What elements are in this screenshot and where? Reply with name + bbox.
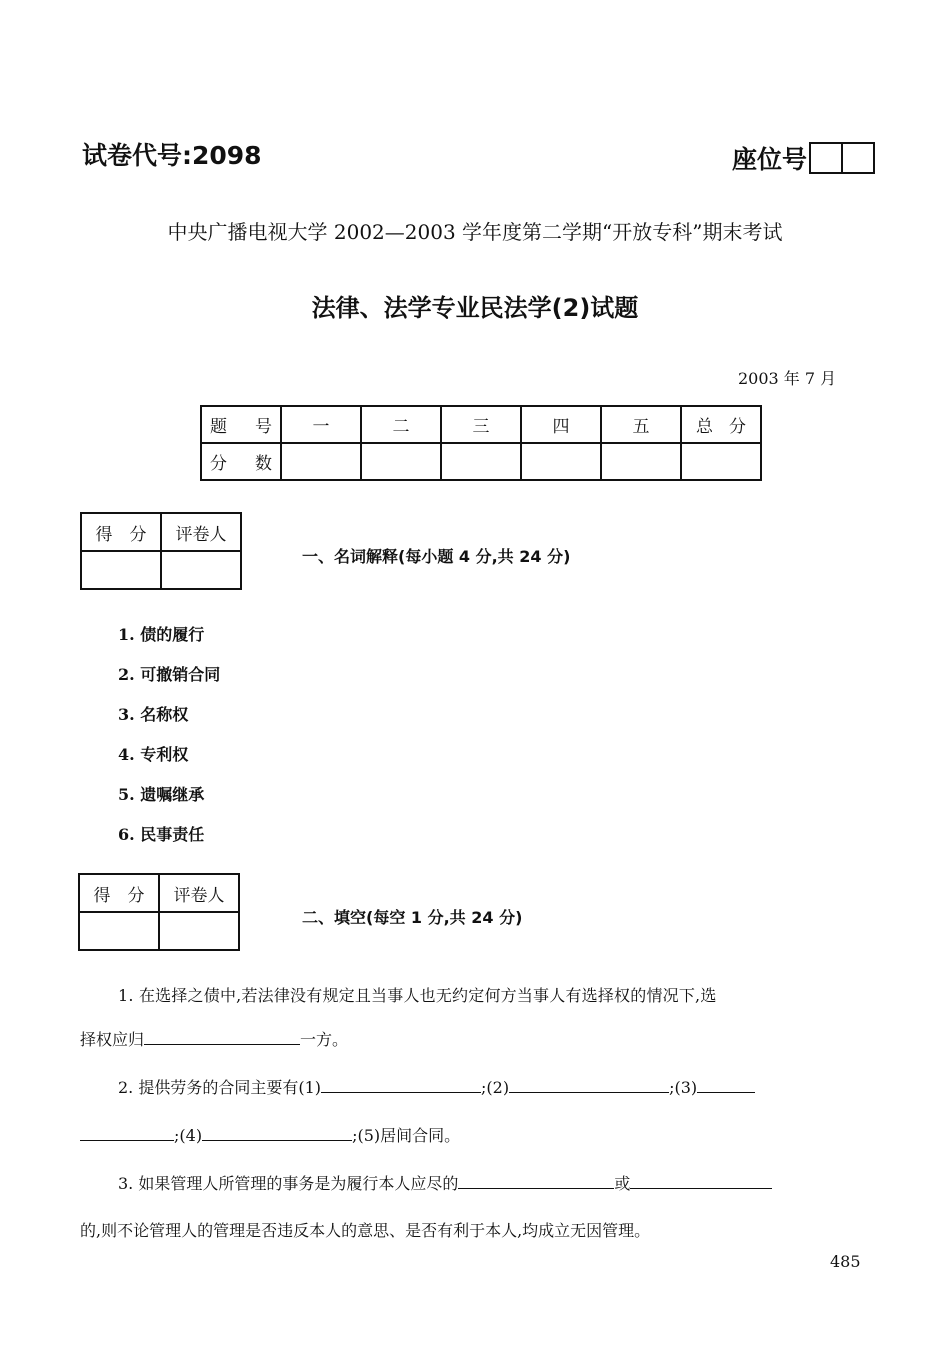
section-1-title: 一、名词解释(每小题 4 分,共 24 分) bbox=[302, 547, 571, 566]
seat-box-1[interactable] bbox=[809, 142, 843, 174]
column-2: 二 bbox=[361, 406, 441, 443]
question-3-line-2: 的,则不论管理人的管理是否违反本人的意思、是否有利于本人,均成立无因管理。 bbox=[80, 1221, 651, 1240]
grader-score-label: 得 分 bbox=[79, 874, 159, 912]
term-item: 5. 遗嘱继承 bbox=[118, 785, 205, 804]
score-cell-5[interactable] bbox=[601, 443, 681, 480]
grader-name-label: 评卷人 bbox=[159, 874, 239, 912]
score-cell-2[interactable] bbox=[361, 443, 441, 480]
term-item: 4. 专利权 bbox=[118, 745, 189, 764]
score-table-score-row bbox=[201, 443, 761, 480]
exam-header: 中央广播电视大学 2002—2003 学年度第二学期“开放专科”期末考试 bbox=[167, 220, 783, 244]
paper-code: 试卷代号:2098 bbox=[82, 141, 262, 170]
blank-q2-4[interactable] bbox=[202, 1126, 352, 1141]
question-1-line-1: 1. 在选择之债中,若法律没有规定且当事人也无约定何方当事人有选择权的情况下,选 bbox=[118, 986, 717, 1005]
question-number-label: 题 号 bbox=[201, 406, 281, 443]
blank-q2-1[interactable] bbox=[321, 1078, 481, 1093]
exam-date: 2003 年 7 月 bbox=[738, 369, 837, 388]
grader-score-cell[interactable] bbox=[81, 551, 161, 589]
grader-box-section-1 bbox=[80, 512, 242, 590]
seat-box-2[interactable] bbox=[843, 142, 875, 174]
blank-q1[interactable] bbox=[144, 1030, 300, 1045]
grader-name-cell[interactable] bbox=[161, 551, 241, 589]
question-1-line-2: 择权应归 一方。 bbox=[80, 1030, 349, 1049]
score-cell-1[interactable] bbox=[281, 443, 361, 480]
seat-label: 座位号 bbox=[732, 145, 808, 174]
page-number: 485 bbox=[830, 1252, 861, 1271]
column-4: 四 bbox=[521, 406, 601, 443]
score-cell-total[interactable] bbox=[681, 443, 761, 480]
blank-q2-3[interactable] bbox=[697, 1078, 755, 1093]
section-2-title: 二、填空(每空 1 分,共 24 分) bbox=[302, 908, 523, 927]
term-item: 2. 可撤销合同 bbox=[118, 665, 221, 684]
term-item: 6. 民事责任 bbox=[118, 825, 205, 844]
total-label: 总 分 bbox=[681, 406, 761, 443]
grader-score-label: 得 分 bbox=[81, 513, 161, 551]
column-3: 三 bbox=[441, 406, 521, 443]
score-cell-4[interactable] bbox=[521, 443, 601, 480]
column-5: 五 bbox=[601, 406, 681, 443]
score-table bbox=[200, 405, 762, 481]
seat-boxes[interactable] bbox=[809, 142, 875, 174]
blank-q3-2[interactable] bbox=[630, 1174, 772, 1189]
grader-box-section-2 bbox=[78, 873, 240, 951]
score-table-header-row bbox=[201, 406, 761, 443]
question-3-line-1: 3. 如果管理人所管理的事务是为履行本人应尽的 或 bbox=[118, 1174, 772, 1194]
seat-number bbox=[732, 140, 875, 176]
grader-name-cell[interactable] bbox=[159, 912, 239, 950]
grader-score-cell[interactable] bbox=[79, 912, 159, 950]
term-item: 3. 名称权 bbox=[118, 705, 189, 724]
exam-title: 法律、法学专业民法学(2)试题 bbox=[311, 294, 639, 322]
blank-q2-3-cont[interactable] bbox=[80, 1126, 174, 1141]
column-1: 一 bbox=[281, 406, 361, 443]
score-cell-3[interactable] bbox=[441, 443, 521, 480]
grader-name-label: 评卷人 bbox=[161, 513, 241, 551]
score-label: 分 数 bbox=[201, 443, 281, 480]
question-2-line-2: ;(4) ;(5)居间合同。 bbox=[80, 1126, 460, 1146]
term-item: 1. 债的履行 bbox=[118, 625, 205, 644]
question-2-line-1: 2. 提供劳务的合同主要有(1) ;(2) ;(3) bbox=[118, 1078, 755, 1098]
blank-q3-1[interactable] bbox=[458, 1174, 614, 1189]
blank-q2-2[interactable] bbox=[509, 1078, 669, 1093]
